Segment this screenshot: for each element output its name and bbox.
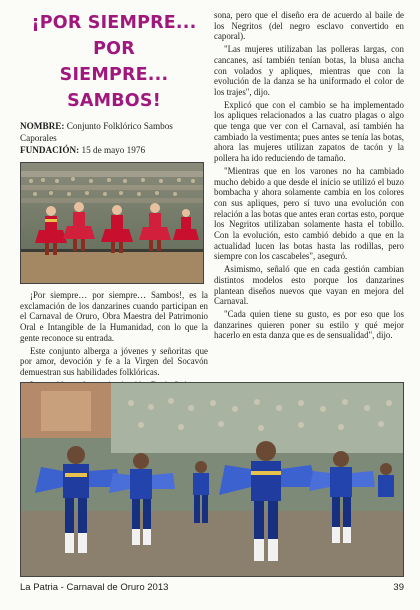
right-column: [214, 10, 404, 343]
nombre-value: Conjunto Folklórico Sambos Caporales: [20, 121, 173, 143]
right-paragraph: Explicó que con el cambio se ha implementado los apliques relacionados a las cuatro plagas o algo que tenga que ver con el Carnaval, así también ha cambiado la vestimenta; pues antes se tenía las botas, ahora las mujeres utilizan zapatos de tacón y la pollera ha ido reduciendo de tamaño.: [214, 99, 404, 164]
left-paragraph: ¡Por siempre… por siempre… Sambos!, es la exclamación de los danzarines cuando participan en el Carnaval de Oruro, Obra Maestra del Patrimonio Oral e Intangible de la Humanidad, con lo que la gente reconoce su entrada.: [20, 290, 208, 343]
fundacion-value: 15 de mayo 1976: [81, 145, 146, 155]
article-title: [20, 10, 208, 114]
left-column: [20, 10, 208, 424]
right-paragraph: "Las mujeres utilizaban las polleras largas, con cancanes, así también tenían botas, la blusa ancha con volados y apliques, mientras que con la evolución de la danza se ha uniformado el color de los trajes", dijo.: [214, 44, 404, 97]
left-paragraph: Este conjunto alberga a jóvenes y señoritas que por amor, devoción y fe a la Virgen del Socavón demuestran sus habilidades folklóricas.: [20, 345, 208, 377]
right-paragraph: sona, pero que el diseño era de acuerdo al baile de los Negritos (del negro esclavo convertido en caporal).: [214, 10, 404, 42]
right-paragraph: "Cada quien tiene su gusto, es por eso que los danzarines quieren poner su estilo y qué mejor hacerlo en esta danza que es de sensualidad", dijo.: [214, 308, 404, 341]
right-paragraph: Asimismo, señaló que en cada gestión cambian distintos modelos esto porque los danzarines plantean diseños nuevos que vayan en mejora del Carnaval.: [214, 264, 404, 307]
title-line-2: SIEMPRE... SAMBOS!: [59, 65, 169, 111]
fundacion-label: FUNDACIÓN:: [20, 145, 80, 155]
right-paragraph: "Mientras que en los varones no ha cambiado mucho debido a que desde el inicio se utilizó el buzo bombacha y ahora solamente cambia en los colores con sus apliques, pero sí tuvo una evolución con relación a las botas que antes eran cortas esto, porque los Negritos utilizaban solamente hasta el tobillo. Con la evolución, esto cambió debido a que en la actualidad lucen las botas hasta las rodillas, pero siempre con los cascabeles", aseguró.: [214, 165, 404, 262]
page-footer: [20, 582, 404, 593]
nombre-label: NOMBRE:: [20, 121, 65, 131]
publication-name: La Patria - Carnaval de Oruro 2013: [20, 582, 169, 593]
photo-men-dancers: [20, 382, 404, 577]
photo-women-dancers: [20, 162, 204, 284]
article-meta: [20, 120, 208, 156]
page-number: 39: [393, 582, 404, 593]
title-line-1: ¡POR SIEMPRE... POR: [31, 13, 197, 59]
